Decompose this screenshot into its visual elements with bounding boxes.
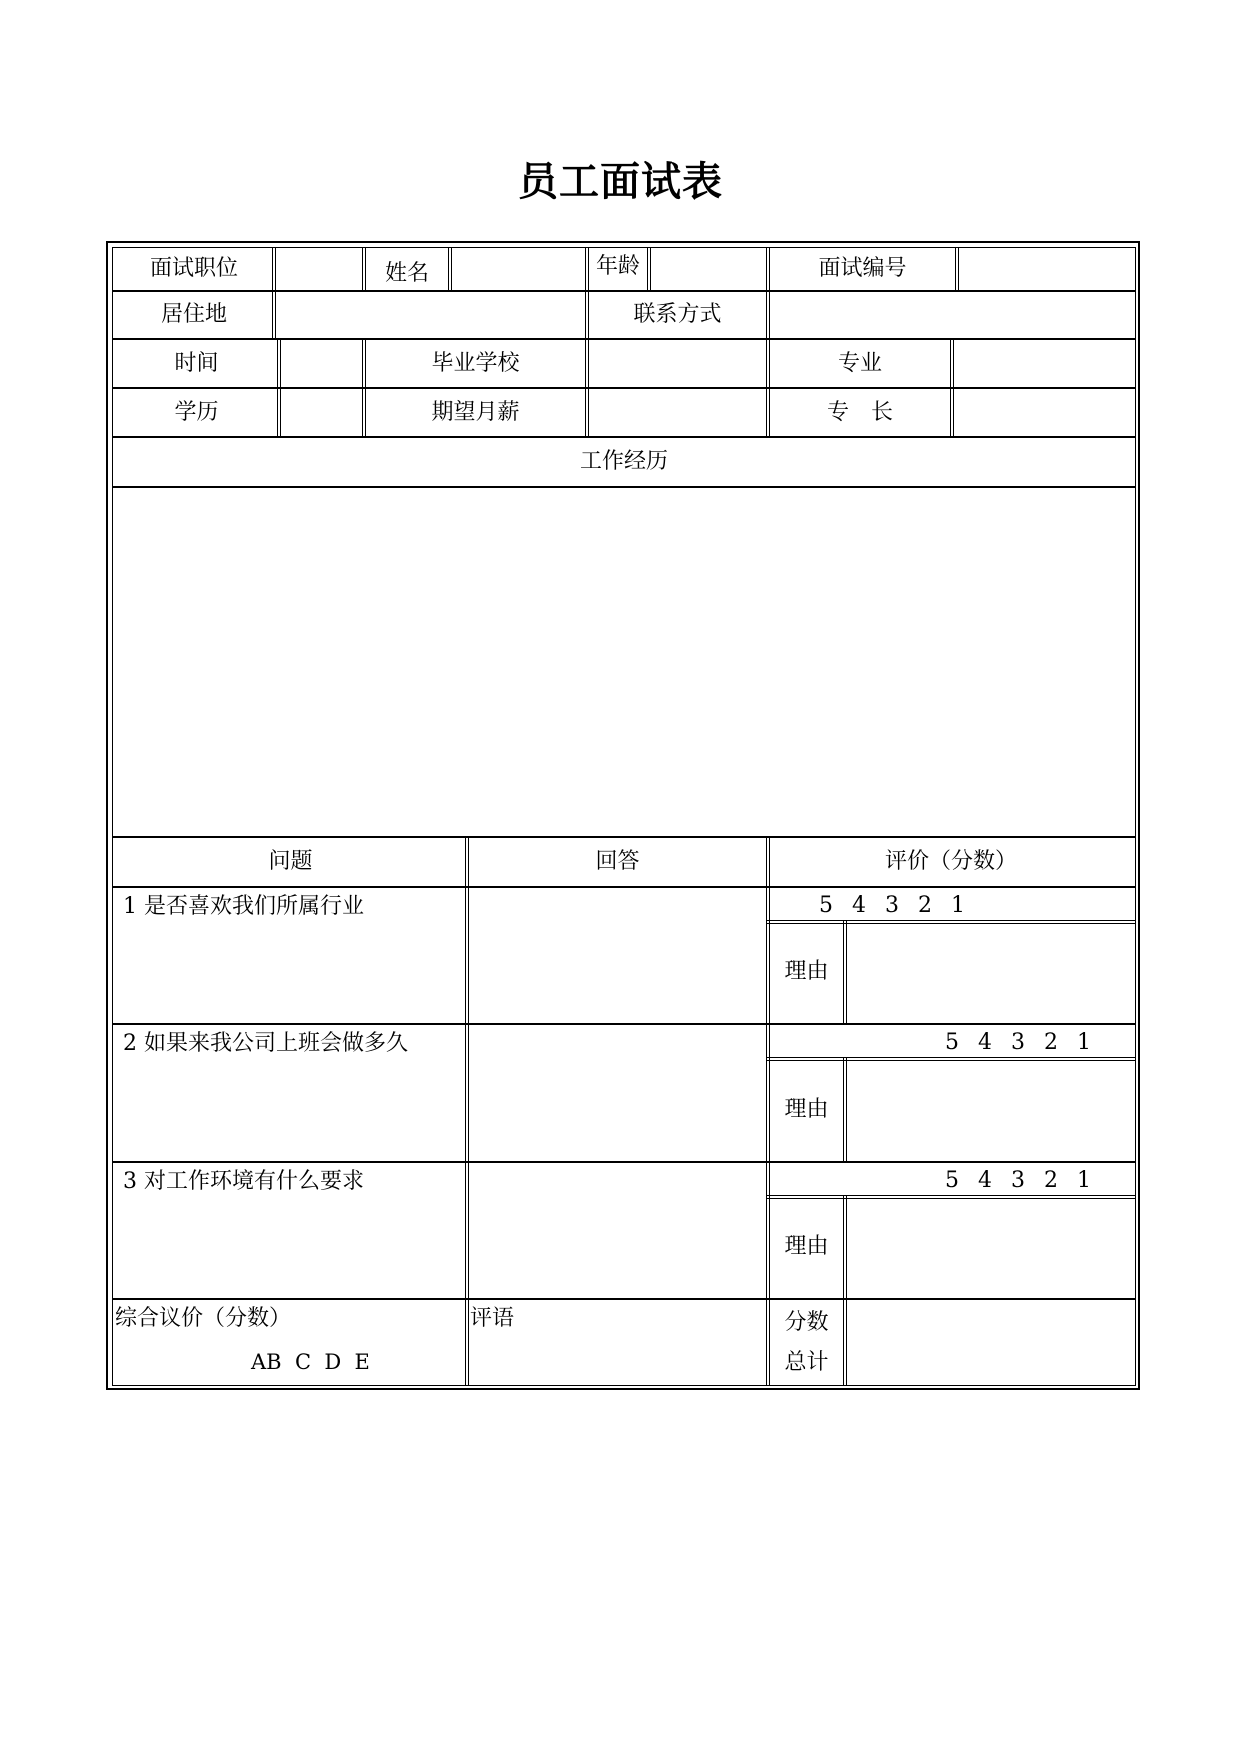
question-header: 问题 <box>112 837 469 887</box>
overall-rating-label: 综合议价（分数） <box>115 1306 292 1331</box>
overall-grades[interactable]: AB C D E <box>251 1350 370 1374</box>
answer-1-field[interactable] <box>465 887 770 1024</box>
rating-scale-2[interactable]: 5 4 3 2 1 <box>766 1024 1136 1061</box>
interview-no-field[interactable] <box>955 247 1136 291</box>
work-experience-field[interactable] <box>112 487 1136 837</box>
reason-label-2: 理由 <box>766 1057 847 1162</box>
interview-no-label: 面试编号 <box>766 247 959 291</box>
position-field[interactable] <box>272 247 366 291</box>
major-label: 专业 <box>766 339 954 388</box>
time-field[interactable] <box>277 339 366 388</box>
reason-1-field[interactable] <box>843 920 1136 1024</box>
name-label: 姓名 <box>362 247 452 291</box>
contact-field[interactable] <box>766 291 1136 339</box>
major-field[interactable] <box>950 339 1136 388</box>
residence-label: 居住地 <box>112 291 276 339</box>
education-field[interactable] <box>277 388 366 437</box>
interview-form <box>106 241 1140 1390</box>
name-field[interactable] <box>448 247 589 291</box>
overall-rating-cell[interactable] <box>112 1299 469 1386</box>
total-score-label <box>766 1299 847 1386</box>
answer-3-field[interactable] <box>465 1162 770 1299</box>
specialty-label: 专 长 <box>766 388 954 437</box>
school-label: 毕业学校 <box>362 339 589 388</box>
residence-field[interactable] <box>272 291 589 339</box>
rating-header: 评价（分数） <box>766 837 1136 887</box>
total-label-line1: 分数 <box>784 1309 829 1335</box>
education-label: 学历 <box>112 388 281 437</box>
question-1: 1 是否喜欢我们所属行业 <box>112 887 469 1024</box>
reason-label-3: 理由 <box>766 1195 847 1299</box>
position-label: 面试职位 <box>112 247 276 291</box>
total-score-field[interactable] <box>843 1299 1136 1386</box>
question-2: 2 如果来我公司上班会做多久 <box>112 1024 469 1162</box>
reason-2-field[interactable] <box>843 1057 1136 1162</box>
total-label-line2: 总计 <box>784 1349 829 1375</box>
rating-scale-3[interactable]: 5 4 3 2 1 <box>766 1162 1136 1199</box>
question-3: 3 对工作环境有什么要求 <box>112 1162 469 1299</box>
answer-header: 回答 <box>465 837 770 887</box>
specialty-field[interactable] <box>950 388 1136 437</box>
page-title: 员工面试表 <box>518 159 723 205</box>
answer-2-field[interactable] <box>465 1024 770 1162</box>
rating-scale-1[interactable]: 5 4 3 2 1 <box>766 887 1136 924</box>
age-field[interactable] <box>647 247 770 291</box>
comment-label: 评语 <box>470 1306 515 1331</box>
work-experience-header: 工作经历 <box>112 437 1136 487</box>
reason-3-field[interactable] <box>843 1195 1136 1299</box>
school-field[interactable] <box>585 339 770 388</box>
salary-label: 期望月薪 <box>362 388 589 437</box>
age-label: 年龄 <box>585 247 651 291</box>
comment-cell[interactable] <box>465 1299 770 1386</box>
reason-label-1: 理由 <box>766 920 847 1024</box>
time-label: 时间 <box>112 339 281 388</box>
salary-field[interactable] <box>585 388 770 437</box>
contact-label: 联系方式 <box>585 291 770 339</box>
